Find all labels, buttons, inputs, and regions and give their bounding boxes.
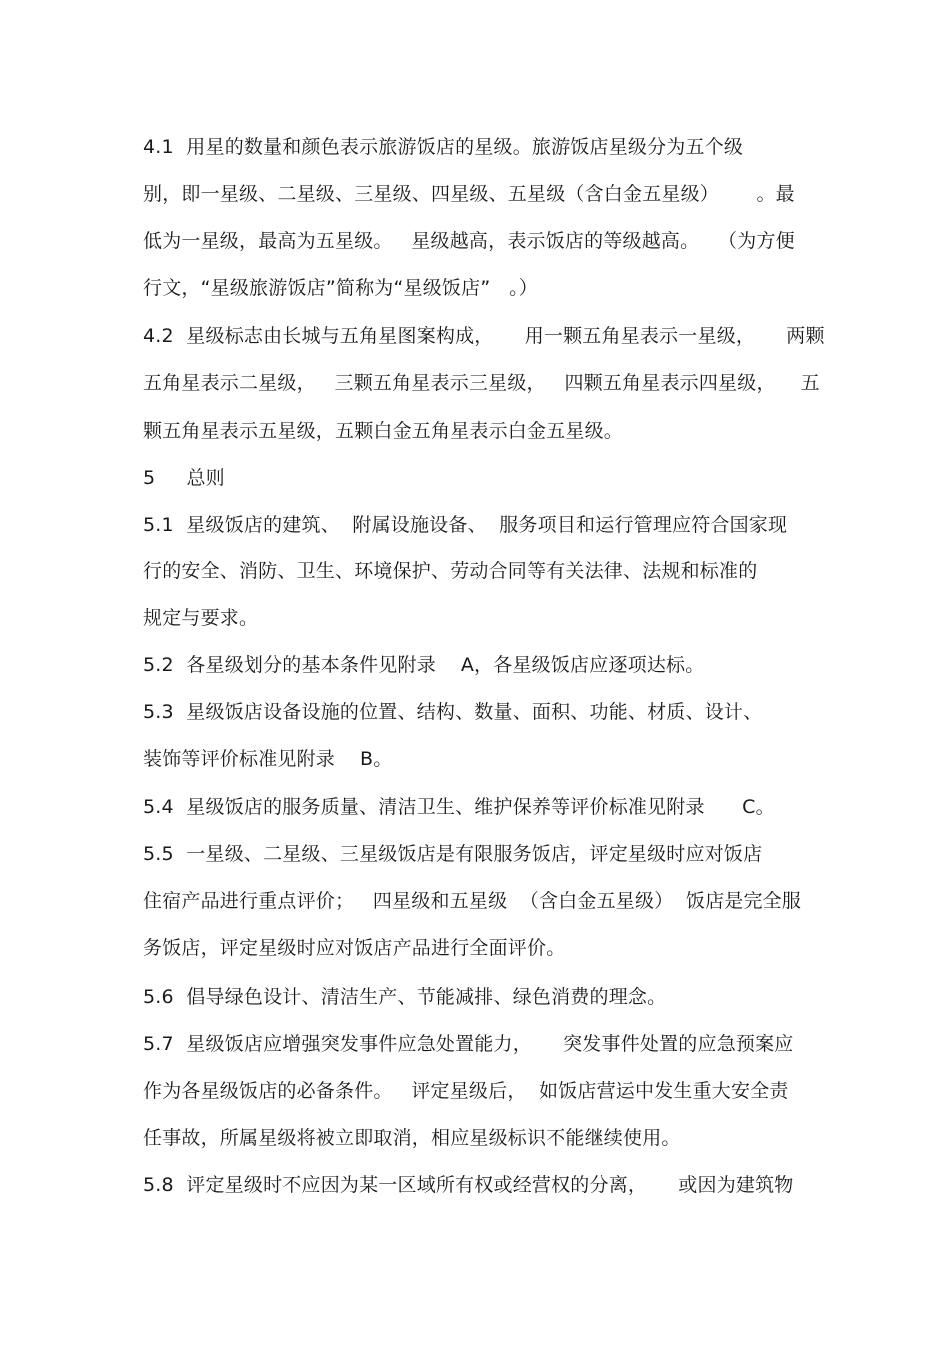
text-line: 任事故，所属星级将被立即取消，相应星级标识不能继续使用。	[143, 1127, 681, 1149]
text-line: 五角星表示二星级， 三颗五角星表示三星级， 四颗五角星表示四星级， 五	[143, 372, 820, 394]
text-line: 4.2 星级标志由长城与五角星图案构成， 用一颗五角星表示一星级， 两颗	[143, 325, 825, 347]
text-line: 5.2 各星级划分的基本条件见附录 A，各星级饭店应逐项达标。	[143, 654, 705, 676]
text-line: 住宿产品进行重点评价； 四星级和五星级 （含白金五星级） 饭店是完全服	[143, 890, 802, 912]
text-line: 行文，“星级旅游饭店”简称为“星级饭店” 。）	[143, 277, 538, 299]
text-line: 装饰等评价标准见附录 B。	[143, 748, 393, 770]
text-line: 4.1 用星的数量和颜色表示旅游饭店的星级。旅游饭店星级分为五个级	[143, 136, 744, 158]
text-line: 5.7 星级饭店应增强突发事件应急处置能力， 突发事件处置的应急预案应	[143, 1033, 794, 1055]
text-line: 5.8 评定星级时不应因为某一区域所有权或经营权的分离， 或因为建筑物	[143, 1174, 794, 1196]
text-line: 5.1 星级饭店的建筑、 附属设施设备、 服务项目和运行管理应符合国家现	[143, 514, 788, 536]
text-line: 5.3 星级饭店设备设施的位置、结构、数量、面积、功能、材质、设计、	[143, 701, 763, 723]
text-line: 颗五角星表示五星级，五颗白金五角星表示白金五星级。	[143, 420, 624, 442]
text-line: 别，即一星级、二星级、三星级、四星级、五星级（含白金五星级） 。最	[143, 183, 795, 205]
text-line: 作为各星级饭店的必备条件。 评定星级后， 如饭店营运中发生重大安全责	[143, 1080, 789, 1102]
text-line: 5.5 一星级、二星级、三星级饭店是有限服务饭店，评定星级时应对饭店	[143, 843, 763, 865]
text-line: 5.6 倡导绿色设计、清洁生产、节能减排、绿色消费的理念。	[143, 986, 667, 1008]
text-line: 低为一星级，最高为五星级。 星级越高，表示饭店的等级越高。 （为方便	[143, 230, 795, 252]
text-line: 5.4 星级饭店的服务质量、清洁卫生、维护保养等评价标准见附录 C。	[143, 796, 775, 818]
text-line: 规定与要求。	[143, 607, 259, 629]
section-heading: 5 总则	[143, 467, 225, 489]
text-line: 行的安全、消防、卫生、环境保护、劳动合同等有关法律、法规和标准的	[143, 560, 758, 582]
text-line: 务饭店，评定星级时应对饭店产品进行全面评价。	[143, 937, 566, 959]
